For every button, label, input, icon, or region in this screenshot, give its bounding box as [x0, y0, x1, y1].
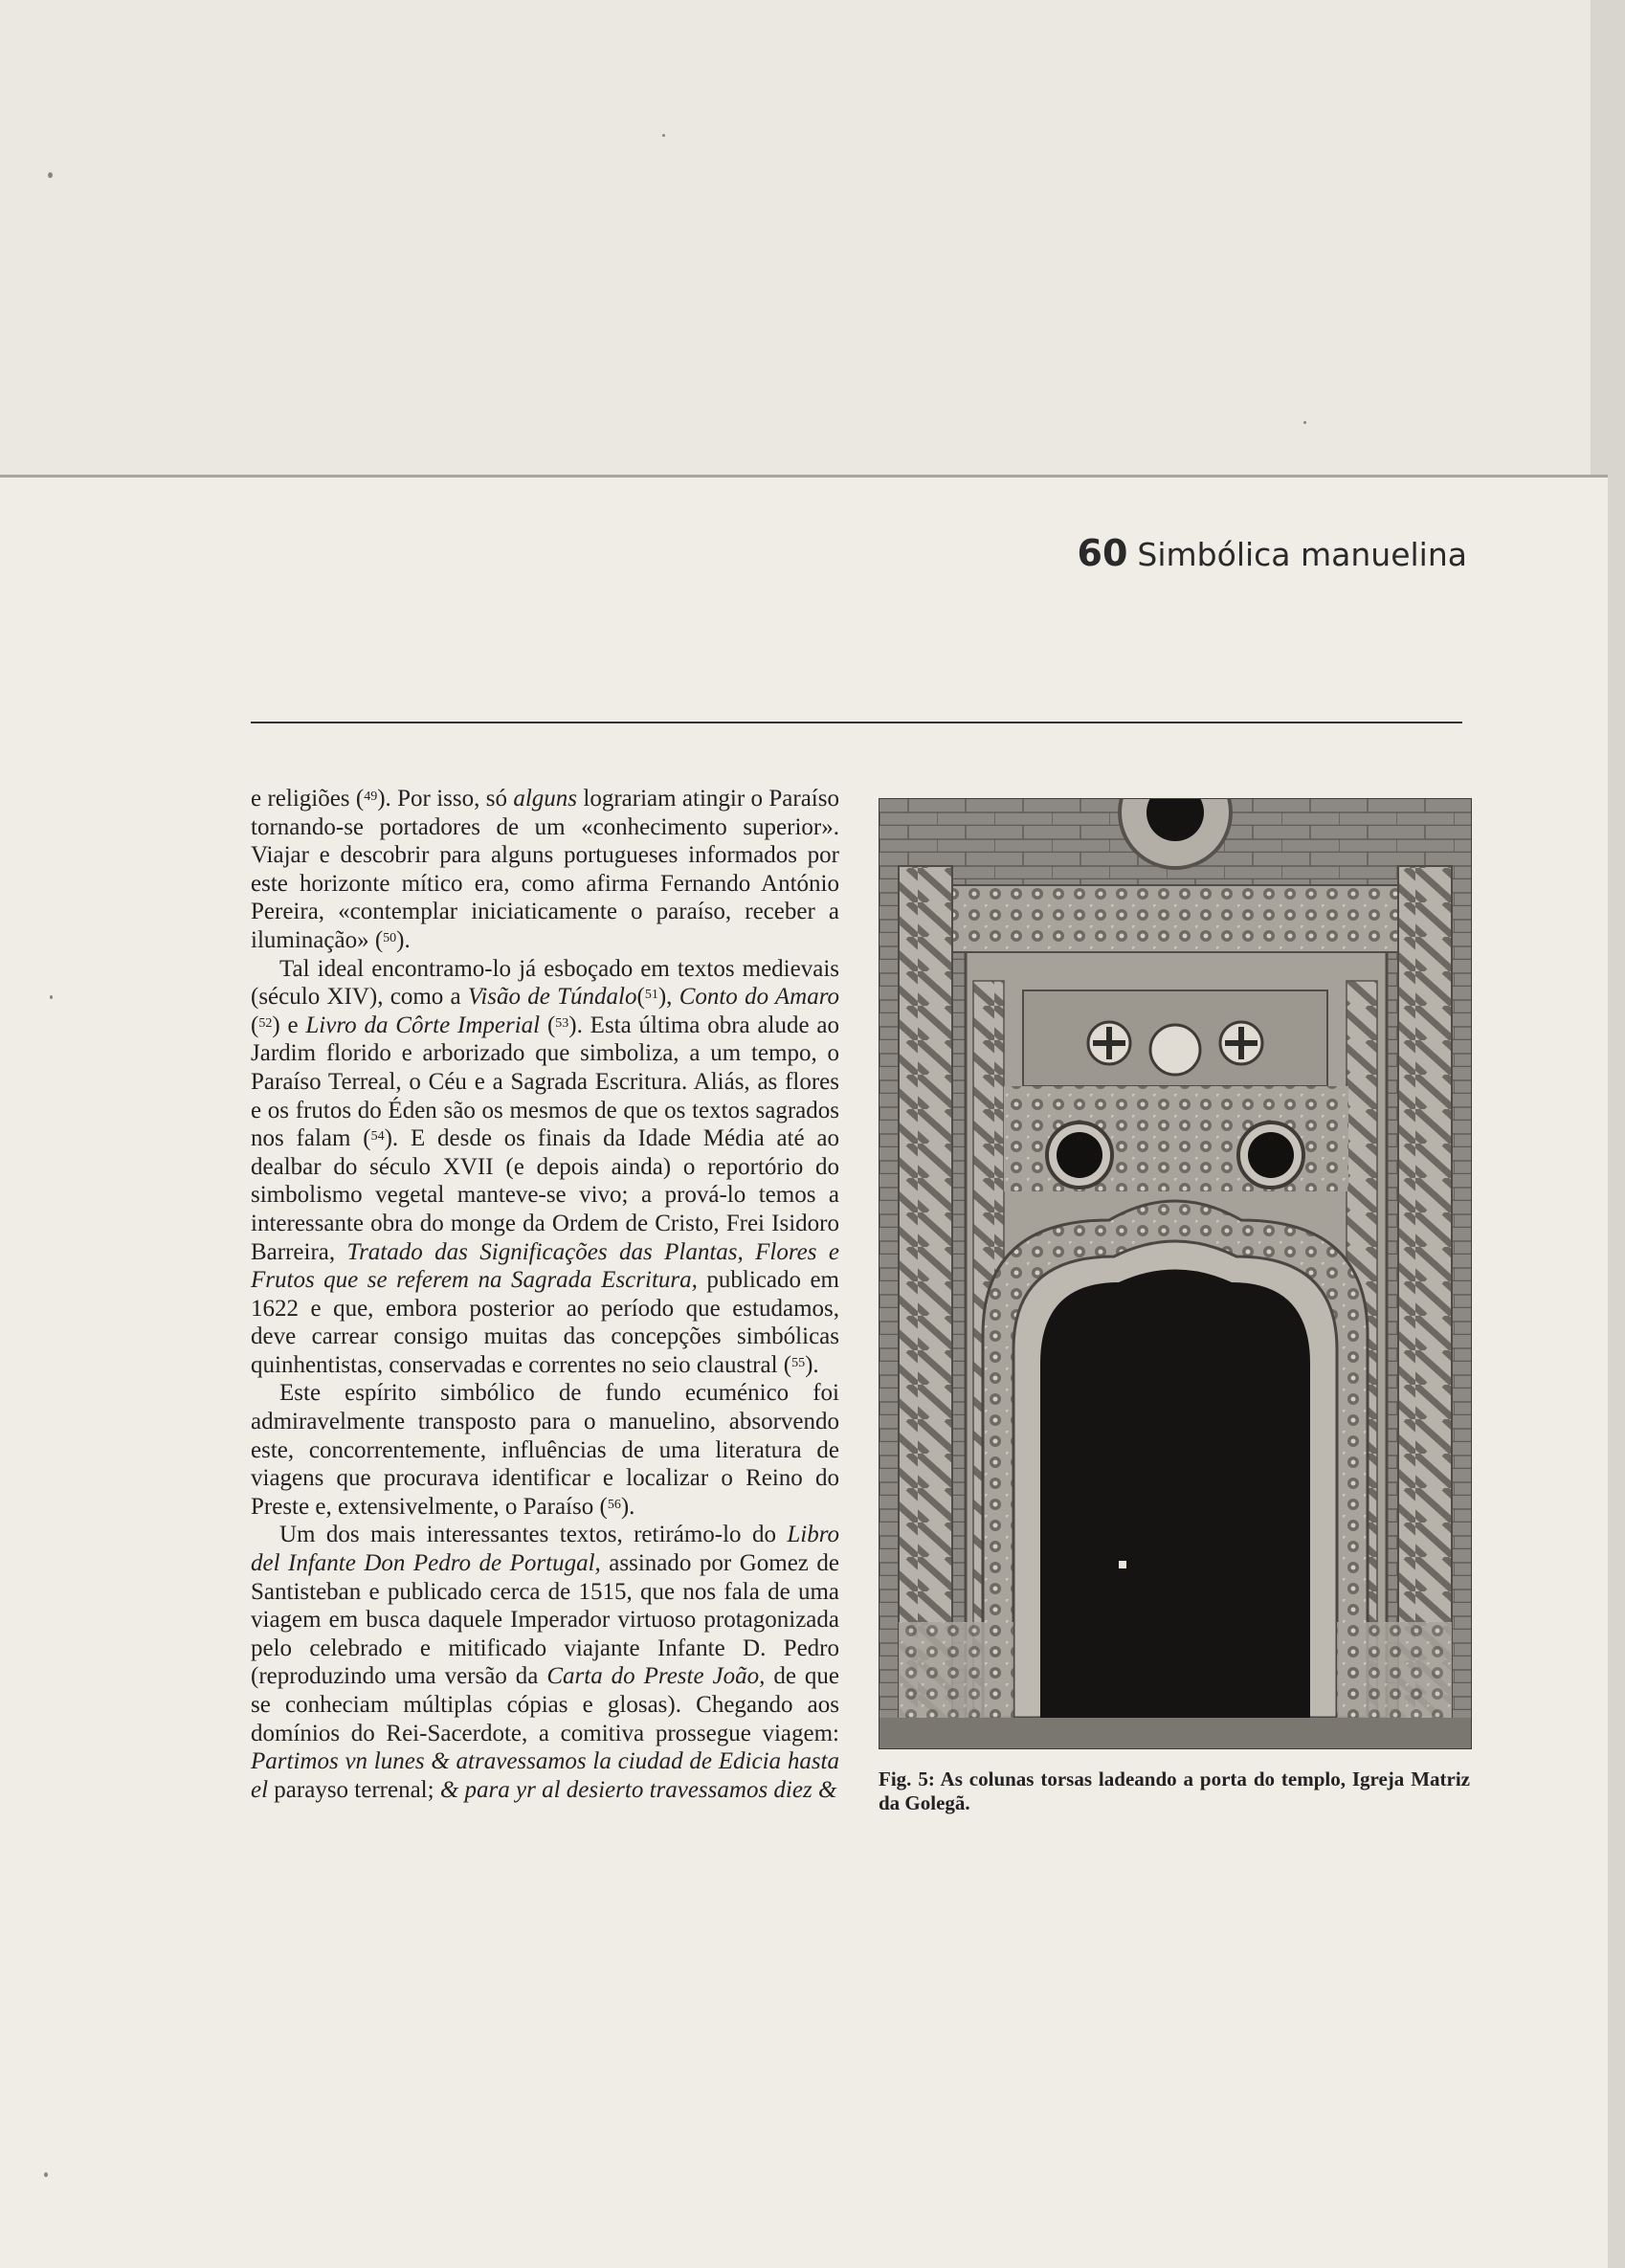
text-run: . [404, 926, 411, 953]
body-paragraph [251, 955, 839, 1380]
body-text-column [251, 785, 839, 1804]
text-run: . Esta última obra alude ao Jardim florido e arborizado que simboliza, a um tempo, o Paraíso Terreal, o Céu e a Sagrada Escritura. Aliás, as flores e os frutos do Éden são os mesmos de que os textos sagrados nos falam [251, 1012, 840, 1152]
text-run: , [666, 984, 679, 1011]
text-run: . E desde os finais da Idade Média até ao dealbar do século XVII (e depois ainda) o reportório do simbolismo vegetal manteve-se vivo; a prová-lo temos a interessante obra do monge da Ordem de Cristo, Frei Isidoro Barreira, [251, 1125, 839, 1265]
italic-text: & para yr al desierto travessamos diez & [439, 1776, 837, 1803]
footnote-ref: ($^{50}$) [374, 926, 405, 953]
text-run: e religiões [251, 786, 356, 812]
text-run: Tal ideal encontramo-lo já esboçado em textos medievais (século XIV), como a [251, 955, 839, 1011]
italic-text: alguns [513, 786, 578, 812]
footnote-ref: ($^{56}$) [599, 1493, 630, 1520]
italic-text: Visão de Túndalo [467, 984, 637, 1011]
footnote-ref: ($^{49}$) [355, 786, 386, 812]
text-run: . [629, 1493, 635, 1520]
footnote-ref: ($^{52}$) [251, 1012, 280, 1038]
italic-text: Carta do Preste João, [546, 1663, 766, 1690]
running-head [1078, 532, 1467, 574]
header-rule [251, 722, 1462, 723]
paper-speck [44, 2172, 48, 2177]
text-run: assinado por Gomez de Santisteban e publicado cerca de 1515, que nos fala de uma viagem em busca daquele Imperador virtuoso protagonizada pelo celebrado e mitificado viajante Infante D. Pedro (reproduzindo uma versão da [251, 1550, 839, 1690]
text-run: lograriam atingir o Paraíso tornando-se portadores de um «conhecimento superior». Viajar e descobrir para alguns portugueses informados por este horizonte mítico era, como afirma Fernando António Pereira, «contemplar iniciaticamente o paraíso, receber a iluminação» [251, 786, 839, 953]
running-title: Simbólica manuelina [1137, 536, 1467, 573]
text-run: e [279, 1012, 306, 1038]
text-run: de que se conheciam múltiplas cópias e glosas). Chegando aos domínios do Rei-Sacerdote, a comitiva prossegue viagem: [251, 1663, 840, 1746]
italic-text: Partimos vn lunes & atravessamos la ciudad de Edicia hasta el [251, 1748, 839, 1803]
text-run: publicado em 1622 e que, embora posterior ao período que estudamos, deve carrear consigo muitas das concepções simbólicas quinhentistas, conservadas e correntes no seio claustral [251, 1267, 839, 1378]
text-run: . Por isso, só [385, 786, 514, 812]
page-number: 60 [1077, 532, 1128, 574]
text-run: Este espírito simbólico de fundo ecuménico foi admiravelmente transposto para o manuelino, absorvendo este, concorrentemente, influências de uma literatura de viagens que procurava identificar e localizar o Reino do Preste e, extensivelmente, o Paraíso [251, 1380, 839, 1520]
body-paragraph [251, 1379, 839, 1521]
footnote-ref: ($^{54}$) [363, 1125, 392, 1152]
figure-photo-portal [879, 798, 1472, 1749]
upper-paper-sheet [0, 0, 1591, 477]
text-run: . [812, 1351, 819, 1378]
italic-text: Libro del Infante Don Pedro de Portugal, [251, 1522, 839, 1577]
paper-speck [662, 134, 665, 137]
footnote-ref: ($^{55}$) [783, 1351, 813, 1378]
footnote-ref: ($^{53}$) [546, 1012, 577, 1038]
body-paragraph [251, 785, 839, 955]
body-paragraph [251, 1521, 839, 1804]
figure-caption: Fig. 5: As colunas torsas ladeando a porta do templo, Igreja Matriz da Golegã. [879, 1768, 1470, 1814]
footnote-ref: ($^{51}$) [636, 984, 667, 1011]
paper-speck [48, 172, 53, 178]
italic-text: Livro da Côrte Imperial [305, 1012, 541, 1038]
text-run: parayso terrenal; [268, 1776, 440, 1803]
paper-speck [1303, 421, 1306, 424]
paper-speck [50, 995, 53, 999]
italic-text: Conto do Amaro [679, 984, 840, 1011]
italic-text: Tratado das Significações das Plantas, Flores e Frutos que se referem na Sagrada Escritura, [251, 1238, 839, 1294]
text-run [540, 1012, 547, 1038]
text-run: Um dos mais interessantes textos, retirámo-lo do [279, 1522, 788, 1548]
